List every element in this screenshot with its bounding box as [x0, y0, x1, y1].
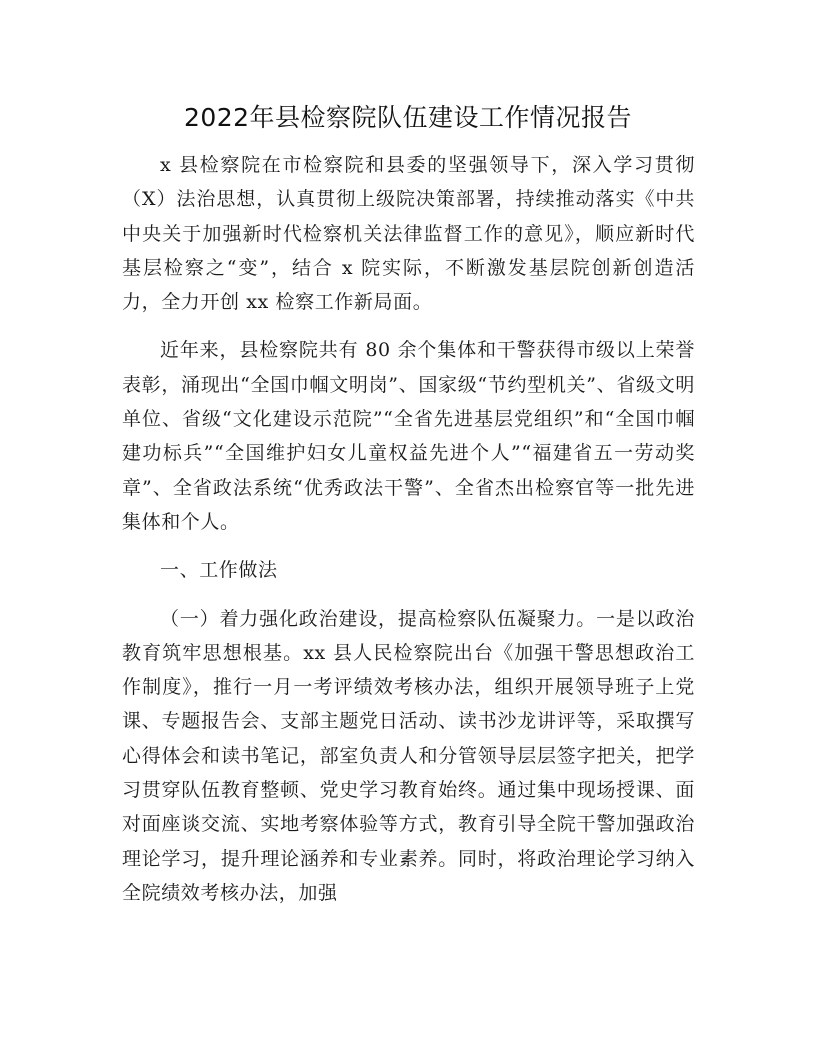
- document-title: 2022年县检察院队伍建设工作情况报告: [183, 103, 633, 132]
- paragraph-political-building: （一）着力强化政治建设，提高检察队伍凝聚力。一是以政治教育筑牢思想根基。xx 县人民检察院出台《加强干警思想政治工作制度》，推行一月一考评绩效考核办法，组织开展领导班子上党课、专题报告会、支部主题党日活动、读书沙龙讲评等，采取撰写心得体会和读书笔记，部室负责人和分管领导层层签字把关，把学习贯穿队伍教育整顿、党史学习教育始终。通过集中现场授课、面对面座谈交流、实地考察体验等方式，教育引导全院干警加强政治理论学习，提升理论涵养和专业素养。同时，将政治理论学习纳入全院绩效考核办法，加强: [122, 607, 695, 904]
- paragraph-honors: 近年来，县检察院共有 80 余个集体和干警获得市级以上荣誉表彰，涌现出“全国巾帼文明岗”、国家级“节约型机关”、省级文明单位、省级“文化建设示范院”“全省先进基层党组织”和“全国巾帼建功标兵”“全国维护妇女儿童权益先进个人”“福建省五一劳动奖章”、全省政法系统“优秀政法干警”、全省杰出检察官等一批先进集体和个人。: [122, 339, 695, 533]
- section-heading-work-methods: 一、工作做法: [160, 559, 278, 582]
- document-body: [122, 148, 695, 910]
- paragraph-intro: x 县检察院在市检察院和县委的坚强领导下，深入学习贯彻（X）法治思想，认真贯彻上级院决策部署，持续推动落实《中共中央关于加强新时代检察机关法律监督工作的意见》，顺应新时代基层检察之“变”，结合 x 院实际，不断激发基层院创新创造活力，全力开创 xx 检察工作新局面。: [122, 154, 695, 314]
